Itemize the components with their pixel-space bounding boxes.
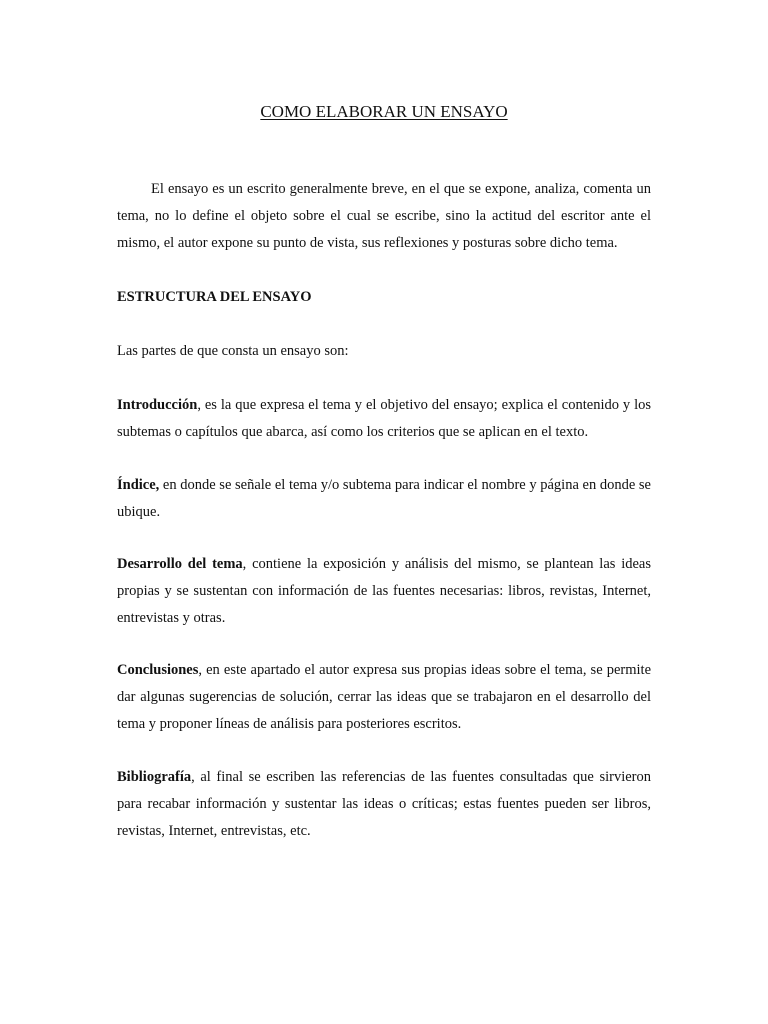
- part-term-introduccion: Introducción: [117, 397, 198, 413]
- parts-intro-text: Las partes de que consta un ensayo son:: [117, 343, 349, 359]
- document-title-text: COMO ELABORAR UN ENSAYO: [260, 102, 508, 122]
- part-text-conclusiones: , en este apartado el autor expresa sus propias ideas sobre el tema, se permite dar algunas sugerencias de solución, cerrar las ideas que se trabajaron en el desarrollo del tema y proponer líneas de análisis para posteriores escritos.: [117, 662, 651, 732]
- part-desarrollo: [117, 551, 651, 632]
- document-title: [0, 101, 768, 123]
- part-term-indice: Índice,: [117, 477, 160, 493]
- part-term-conclusiones: Conclusiones: [117, 662, 199, 678]
- part-text-introduccion: , es la que expresa el tema y el objetivo del ensayo; explica el contenido y los subtemas o capítulos que abarca, así como los criterios que se aplican en el texto.: [117, 397, 651, 440]
- part-text-indice: en donde se señale el tema y/o subtema para indicar el nombre y página en donde se ubique.: [117, 477, 651, 520]
- part-text-desarrollo: , contiene la exposición y análisis del mismo, se plantean las ideas propias y se sustentan con información de las fuentes necesarias: libros, revistas, Internet, entrevistas y otras.: [117, 556, 651, 626]
- part-bibliografia: [117, 764, 651, 845]
- part-indice: [117, 472, 651, 526]
- section-heading: ESTRUCTURA DEL ENSAYO: [117, 289, 312, 305]
- intro-paragraph: El ensayo es un escrito generalmente breve, en el que se expone, analiza, comenta un tema, no lo define el objeto sobre el cual se escribe, sino la actitud del escritor ante el mismo, el autor expone su punto de vista, sus reflexiones y posturas sobre dicho tema.: [117, 181, 651, 251]
- part-introduccion: [117, 392, 651, 446]
- part-term-bibliografia: Bibliografía: [117, 769, 192, 785]
- part-text-bibliografia: , al final se escriben las referencias de las fuentes consultadas que sirvieron para recabar información y sustentar las ideas o críticas; estas fuentes pueden ser libros, revistas, Internet, entrevistas, etc.: [117, 769, 651, 839]
- part-term-desarrollo: Desarrollo del tema: [117, 556, 243, 572]
- part-conclusiones: [117, 657, 651, 738]
